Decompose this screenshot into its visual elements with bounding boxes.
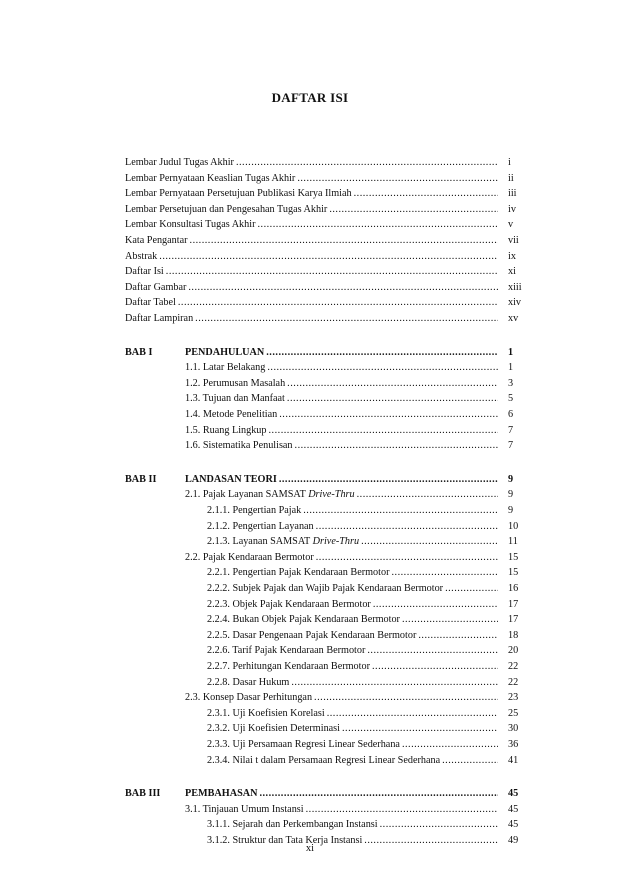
entry-label: 3.1.1. Sejarah dan Perkembangan Instansi <box>207 819 378 831</box>
entry-page-number: 22 <box>508 661 519 672</box>
entry-page-number: 15 <box>508 567 519 579</box>
entry-label: 1.1. Latar Belakang <box>185 362 266 374</box>
dot-leader <box>402 738 498 752</box>
toc-section-item <box>207 754 500 768</box>
entry-page-number: 25 <box>508 707 519 719</box>
dot-leader <box>267 361 498 375</box>
toc-section-item <box>185 377 500 391</box>
entry-page-number: ii <box>508 172 514 184</box>
toc-front-matter-item <box>125 296 500 310</box>
dot-leader <box>380 818 498 832</box>
dot-leader <box>159 250 498 264</box>
dot-leader <box>367 644 498 658</box>
entry-label: Lembar Pernyataan Persetujuan Publikasi Karya Ilmiah <box>125 188 352 200</box>
dot-leader <box>306 803 498 817</box>
entry-label: 2.2.8. Dasar Hukum <box>207 676 290 688</box>
entry-label: 3.1. Tinjauan Umum Instansi <box>185 803 304 815</box>
entry-page-number: xi <box>508 266 516 278</box>
dot-leader <box>329 203 498 217</box>
toc-section-item <box>207 818 500 832</box>
dot-leader <box>195 312 498 326</box>
entry-label: Lembar Persetujuan dan Pengesahan Tugas Akhir <box>125 203 328 215</box>
toc-chapter-heading <box>185 787 500 801</box>
toc-front-matter-item <box>125 172 500 186</box>
entry-page-number: 18 <box>508 629 519 641</box>
entry-label: Daftar Lampiran <box>125 313 194 324</box>
dot-leader <box>279 408 498 422</box>
toc-section-item <box>207 613 500 627</box>
chapter-code: BAB III <box>125 788 161 800</box>
toc-chapter-heading <box>185 346 500 360</box>
chapter-code: BAB II <box>125 473 157 485</box>
entry-page-number: 7 <box>508 440 514 452</box>
entry-label: 2.2.7. Perhitungan Kendaraan Bermotor <box>207 661 370 672</box>
dot-leader <box>166 265 498 279</box>
entry-page-number: 17 <box>508 614 519 626</box>
entry-page-number: xv <box>508 313 519 324</box>
toc-section-item <box>185 439 500 453</box>
entry-label: 1.2. Perumusan Masalah <box>185 377 286 389</box>
dot-leader <box>402 613 498 627</box>
entry-page-number: 49 <box>508 835 519 846</box>
entry-page-number: iii <box>508 188 517 200</box>
toc-section-item <box>207 535 500 549</box>
toc-section-item <box>185 392 500 406</box>
entry-label: 1.6. Sistematika Penulisan <box>185 440 293 452</box>
dot-leader <box>391 566 498 580</box>
toc-front-matter-item <box>125 281 500 295</box>
toc-front-matter-item <box>125 156 500 170</box>
toc-section-item <box>207 566 500 580</box>
toc-section-item <box>207 676 500 690</box>
entry-label: 2.2.5. Dasar Pengenaan Pajak Kendaraan Bermotor <box>207 629 417 641</box>
toc-section-item <box>185 408 500 422</box>
toc-section-item <box>207 738 500 752</box>
entry-page-number: 1 <box>508 346 514 358</box>
toc-section-item <box>185 691 500 705</box>
toc-chapter-heading <box>185 473 500 487</box>
dot-leader <box>259 787 498 801</box>
entry-label: 2.2.3. Objek Pajak Kendaraan Bermotor <box>207 598 371 610</box>
entry-label: LANDASAN TEORI <box>185 473 277 485</box>
dot-leader <box>291 676 498 690</box>
entry-label: 2.1.3. Layanan SAMSAT Drive-Thru <box>207 536 360 548</box>
dot-leader <box>295 439 498 453</box>
toc-front-matter-item <box>125 265 500 279</box>
entry-label: 2.3.4. Nilai t dalam Persamaan Regresi Linear Sederhana <box>207 754 441 766</box>
entry-page-number: 9 <box>508 505 514 516</box>
toc-section-item <box>185 551 500 565</box>
entry-label: 2.3.2. Uji Koefisien Determinasi <box>207 723 340 735</box>
toc-section-item <box>185 803 500 817</box>
entry-label: 2.2. Pajak Kendaraan Bermotor <box>185 551 314 563</box>
entry-page-number: 3 <box>508 377 514 389</box>
dot-leader <box>287 377 498 391</box>
entry-page-number: xiv <box>508 297 522 309</box>
dot-leader <box>314 691 498 705</box>
toc-section-item <box>207 598 500 612</box>
entry-label: Lembar Konsultasi Tugas Akhir <box>125 219 256 231</box>
entry-page-number: 41 <box>508 754 519 766</box>
entry-label: Kata Pengantar <box>125 235 188 246</box>
toc-section-item <box>207 644 500 658</box>
dot-leader <box>418 629 498 643</box>
entry-label: 2.3. Konsep Dasar Perhitungan <box>185 692 313 704</box>
dot-leader <box>316 520 498 534</box>
toc-section-item <box>207 520 500 534</box>
entry-label: 3.1.2. Struktur dan Tata Kerja Instansi <box>207 835 363 846</box>
entry-label: 2.3.1. Uji Koefisien Korelasi <box>207 707 325 719</box>
dot-leader <box>188 281 498 295</box>
entry-page-number: 15 <box>508 551 519 563</box>
toc-section-item <box>207 722 500 736</box>
toc-section-item <box>207 660 500 674</box>
toc-section-item <box>207 707 500 721</box>
page-number-footer: xi <box>305 843 315 854</box>
entry-label: Daftar Tabel <box>125 297 176 309</box>
entry-label: 2.3.3. Uji Persamaan Regresi Linear Sederhana <box>207 739 400 750</box>
dot-leader <box>266 346 498 360</box>
toc-front-matter-item <box>125 312 500 326</box>
entry-label: 1.3. Tujuan dan Manfaat <box>185 393 285 405</box>
dot-leader <box>354 187 498 201</box>
entry-page-number: 7 <box>508 424 514 436</box>
chapter-code: BAB I <box>125 346 153 358</box>
entry-page-number: v <box>508 219 514 231</box>
entry-page-number: ix <box>508 250 516 262</box>
entry-page-number: 1 <box>508 362 514 374</box>
entry-page-number: 11 <box>508 536 518 548</box>
dot-leader <box>316 551 498 565</box>
entry-page-number: 9 <box>508 473 514 485</box>
entry-label: Abstrak <box>125 250 158 262</box>
entry-page-number: 45 <box>508 803 519 815</box>
entry-page-number: xiii <box>508 281 522 293</box>
dot-leader <box>236 156 498 170</box>
entry-page-number: 22 <box>508 676 519 688</box>
entry-page-number: 45 <box>508 819 519 831</box>
entry-label: Daftar Isi <box>125 266 164 278</box>
entry-label: 2.2.1. Pengertian Pajak Kendaraan Bermotor <box>207 567 390 579</box>
toc-front-matter-item <box>125 187 500 201</box>
entry-page-number: 17 <box>508 598 519 610</box>
entry-page-number: 16 <box>508 583 519 594</box>
entry-page-number: 23 <box>508 692 519 704</box>
entry-label: 2.1.1. Pengertian Pajak <box>207 505 302 516</box>
dot-leader <box>279 473 498 487</box>
entry-page-number: i <box>508 157 511 168</box>
dot-leader <box>297 172 498 186</box>
dot-leader <box>269 424 499 438</box>
dot-leader <box>178 296 498 310</box>
dot-leader <box>442 754 498 768</box>
entry-label: 1.5. Ruang Lingkup <box>185 424 267 436</box>
toc-section-item <box>185 424 500 438</box>
page-title: DAFTAR ISI <box>271 90 349 105</box>
dot-leader <box>373 598 498 612</box>
entry-page-number: 5 <box>508 393 514 405</box>
toc-section-item <box>185 361 500 375</box>
entry-label: 2.2.6. Tarif Pajak Kendaraan Bermotor <box>207 645 366 657</box>
entry-label: 2.1. Pajak Layanan SAMSAT Drive-Thru <box>185 489 355 501</box>
toc-front-matter-item <box>125 250 500 264</box>
entry-page-number: 6 <box>508 409 514 420</box>
toc-section-item <box>207 629 500 643</box>
toc-front-matter-item <box>125 203 500 217</box>
entry-label: 2.1.2. Pengertian Layanan <box>207 520 314 532</box>
entry-label: 1.4. Metode Penelitian <box>185 409 278 420</box>
entry-label: PEMBAHASAN <box>185 788 258 800</box>
dot-leader <box>361 535 498 549</box>
toc-front-matter-item <box>125 218 500 232</box>
dot-leader <box>357 488 498 502</box>
entry-page-number: 36 <box>508 739 519 750</box>
toc-section-item <box>185 488 500 502</box>
entry-label: 2.2.4. Bukan Objek Pajak Kendaraan Bermotor <box>207 614 400 626</box>
entry-page-number: 10 <box>508 520 519 532</box>
entry-label: PENDAHULUAN <box>185 346 265 358</box>
dot-leader <box>287 392 498 406</box>
entry-page-number: 45 <box>508 788 519 800</box>
entry-page-number: 30 <box>508 723 519 735</box>
entry-label-italic: Drive-Thru <box>312 536 360 548</box>
dot-leader <box>257 218 498 232</box>
entry-label: Daftar Gambar <box>125 281 187 293</box>
entry-label-italic: Drive-Thru <box>308 489 355 501</box>
toc-section-item <box>207 504 500 518</box>
entry-label: Lembar Pernyataan Keaslian Tugas Akhir <box>125 172 296 184</box>
entry-label: Lembar Judul Tugas Akhir <box>125 157 234 168</box>
dot-leader <box>372 660 498 674</box>
entry-page-number: 20 <box>508 645 519 657</box>
toc-front-matter-item <box>125 234 500 248</box>
entry-page-number: iv <box>508 203 516 215</box>
dot-leader <box>327 707 498 721</box>
toc-section-item <box>207 582 500 596</box>
dot-leader <box>445 582 498 596</box>
entry-page-number: 9 <box>508 489 514 501</box>
entry-page-number: vii <box>508 235 519 246</box>
dot-leader <box>342 722 498 736</box>
entry-label: 2.2.2. Subjek Pajak dan Wajib Pajak Kendaraan Bermotor <box>207 583 444 594</box>
dot-leader <box>303 504 498 518</box>
dot-leader <box>190 234 498 248</box>
